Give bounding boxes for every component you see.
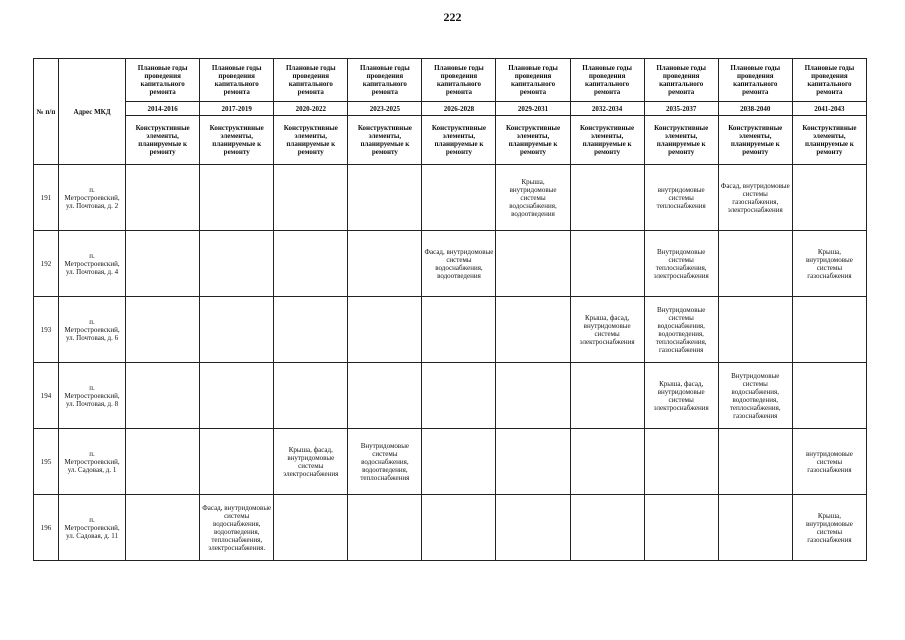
period-header: 2014-2016 xyxy=(126,102,200,116)
row-address: п. Метростроевский, ул. Садовая, д. 1 xyxy=(59,429,126,495)
plan-years-header: Плановые годы проведения капитального ремонта xyxy=(422,59,496,102)
table-cell xyxy=(348,363,422,429)
header-period-row xyxy=(34,102,867,116)
table-cell: Внутридомовые системы водоснабжения, водоотведения, теплоснабжения, газоснабжения xyxy=(644,297,718,363)
table-cell xyxy=(126,495,200,561)
table-cell xyxy=(718,231,792,297)
plan-years-header: Плановые годы проведения капитального ремонта xyxy=(570,59,644,102)
plan-years-header: Плановые годы проведения капитального ремонта xyxy=(200,59,274,102)
table-cell xyxy=(348,165,422,231)
elements-header: Конструктивные элементы, планируемые к ремонту xyxy=(348,116,422,165)
elements-header: Конструктивные элементы, планируемые к ремонту xyxy=(274,116,348,165)
table-cell xyxy=(570,165,644,231)
elements-header: Конструктивные элементы, планируемые к ремонту xyxy=(570,116,644,165)
elements-header: Конструктивные элементы, планируемые к ремонту xyxy=(422,116,496,165)
table-cell xyxy=(348,231,422,297)
period-header: 2035-2037 xyxy=(644,102,718,116)
table-cell xyxy=(496,231,570,297)
period-header: 2017-2019 xyxy=(200,102,274,116)
table-cell xyxy=(422,495,496,561)
table-cell xyxy=(422,429,496,495)
table-cell xyxy=(570,231,644,297)
row-number: 191 xyxy=(34,165,59,231)
row-number: 196 xyxy=(34,495,59,561)
period-header: 2038-2040 xyxy=(718,102,792,116)
table-cell xyxy=(274,231,348,297)
table-cell xyxy=(274,297,348,363)
elements-header: Конструктивные элементы, планируемые к ремонту xyxy=(126,116,200,165)
table-cell xyxy=(126,297,200,363)
table-cell: Крыша, фасад, внутридомовые системы электроснабжения xyxy=(570,297,644,363)
table-row xyxy=(34,429,867,495)
plan-years-header: Плановые годы проведения капитального ремонта xyxy=(718,59,792,102)
table-cell xyxy=(570,363,644,429)
table-cell xyxy=(792,297,866,363)
table-cell xyxy=(644,495,718,561)
table-cell xyxy=(496,429,570,495)
table-cell xyxy=(348,297,422,363)
table-cell: Крыша, фасад, внутридомовые системы электроснабжения xyxy=(274,429,348,495)
elements-header: Конструктивные элементы, планируемые к ремонту xyxy=(792,116,866,165)
table-row xyxy=(34,363,867,429)
table-cell xyxy=(200,231,274,297)
table-cell xyxy=(718,495,792,561)
table-cell xyxy=(718,297,792,363)
plan-years-header: Плановые годы проведения капитального ремонта xyxy=(792,59,866,102)
table-cell: Фасад, внутридомовые системы газоснабжения, электроснабжения xyxy=(718,165,792,231)
table-cell xyxy=(200,297,274,363)
table-cell xyxy=(200,363,274,429)
row-address: п. Метростроевский, ул. Почтовая, д. 2 xyxy=(59,165,126,231)
table-cell xyxy=(422,165,496,231)
table-cell xyxy=(570,429,644,495)
table-cell xyxy=(274,363,348,429)
period-header: 2023-2025 xyxy=(348,102,422,116)
table-cell: Внутридомовые системы теплоснабжения, электроснабжения xyxy=(644,231,718,297)
table-row xyxy=(34,297,867,363)
table-row xyxy=(34,495,867,561)
plan-years-header: Плановые годы проведения капитального ремонта xyxy=(496,59,570,102)
page-number: 222 xyxy=(443,10,462,24)
row-address: п. Метростроевский, ул. Почтовая, д. 6 xyxy=(59,297,126,363)
table-cell: Крыша, внутридомовые системы водоснабжения, водоотведения xyxy=(496,165,570,231)
table-cell: Внутридомовые системы водоснабжения, водоотведения, теплоснабжения xyxy=(348,429,422,495)
table-cell xyxy=(496,363,570,429)
table-row xyxy=(34,231,867,297)
table-cell xyxy=(570,495,644,561)
period-header: 2041-2043 xyxy=(792,102,866,116)
table-cell xyxy=(496,297,570,363)
elements-header: Конструктивные элементы, планируемые к ремонту xyxy=(496,116,570,165)
table-cell xyxy=(274,495,348,561)
table-cell xyxy=(644,429,718,495)
table-cell xyxy=(348,495,422,561)
column-header-number: № п/п xyxy=(34,59,59,165)
table-cell xyxy=(200,165,274,231)
table-cell: Фасад, внутридомовые системы водоснабжения, водоотведения xyxy=(422,231,496,297)
table-cell xyxy=(274,165,348,231)
period-header: 2020-2022 xyxy=(274,102,348,116)
table-cell: внутридомовые системы газоснабжения xyxy=(792,429,866,495)
elements-header: Конструктивные элементы, планируемые к ремонту xyxy=(200,116,274,165)
table-cell xyxy=(126,363,200,429)
row-number: 195 xyxy=(34,429,59,495)
plan-years-header: Плановые годы проведения капитального ремонта xyxy=(126,59,200,102)
table-cell xyxy=(126,429,200,495)
table-cell: Крыша, фасад, внутридомовые системы электроснабжения xyxy=(644,363,718,429)
period-header: 2029-2031 xyxy=(496,102,570,116)
elements-header: Конструктивные элементы, планируемые к ремонту xyxy=(718,116,792,165)
header-elements-row xyxy=(34,116,867,165)
table-cell xyxy=(718,429,792,495)
period-header: 2032-2034 xyxy=(570,102,644,116)
plan-years-header: Плановые годы проведения капитального ремонта xyxy=(644,59,718,102)
table-cell: внутридомовые системы теплоснабжения xyxy=(644,165,718,231)
table-cell: Крыша, внутридомовые системы газоснабжения xyxy=(792,231,866,297)
table-cell xyxy=(496,495,570,561)
row-address: п. Метростроевский, ул. Почтовая, д. 4 xyxy=(59,231,126,297)
table-cell: Фасад, внутридомовые системы водоснабжения, водоотведения, теплоснабжения, электроснабжения. xyxy=(200,495,274,561)
table-cell xyxy=(126,165,200,231)
plan-years-header: Плановые годы проведения капитального ремонта xyxy=(348,59,422,102)
column-header-address: Адрес МКД xyxy=(59,59,126,165)
row-number: 192 xyxy=(34,231,59,297)
table-cell xyxy=(792,165,866,231)
period-header: 2026-2028 xyxy=(422,102,496,116)
table-row xyxy=(34,165,867,231)
row-address: п. Метростроевский, ул. Почтовая, д. 8 xyxy=(59,363,126,429)
table-cell xyxy=(126,231,200,297)
table-cell xyxy=(792,363,866,429)
capital-repair-table xyxy=(33,58,867,561)
table-cell: Крыша, внутридомовые системы газоснабжения xyxy=(792,495,866,561)
header-plan-row xyxy=(34,59,867,102)
table-cell xyxy=(422,363,496,429)
table-cell: Внутридомовые системы водоснабжения, водоотведения, теплоснабжения, газоснабжения xyxy=(718,363,792,429)
plan-years-header: Плановые годы проведения капитального ремонта xyxy=(274,59,348,102)
table-cell xyxy=(422,297,496,363)
row-number: 194 xyxy=(34,363,59,429)
table-cell xyxy=(200,429,274,495)
elements-header: Конструктивные элементы, планируемые к ремонту xyxy=(644,116,718,165)
row-number: 193 xyxy=(34,297,59,363)
row-address: п. Метростроевский, ул. Садовая, д. 11 xyxy=(59,495,126,561)
